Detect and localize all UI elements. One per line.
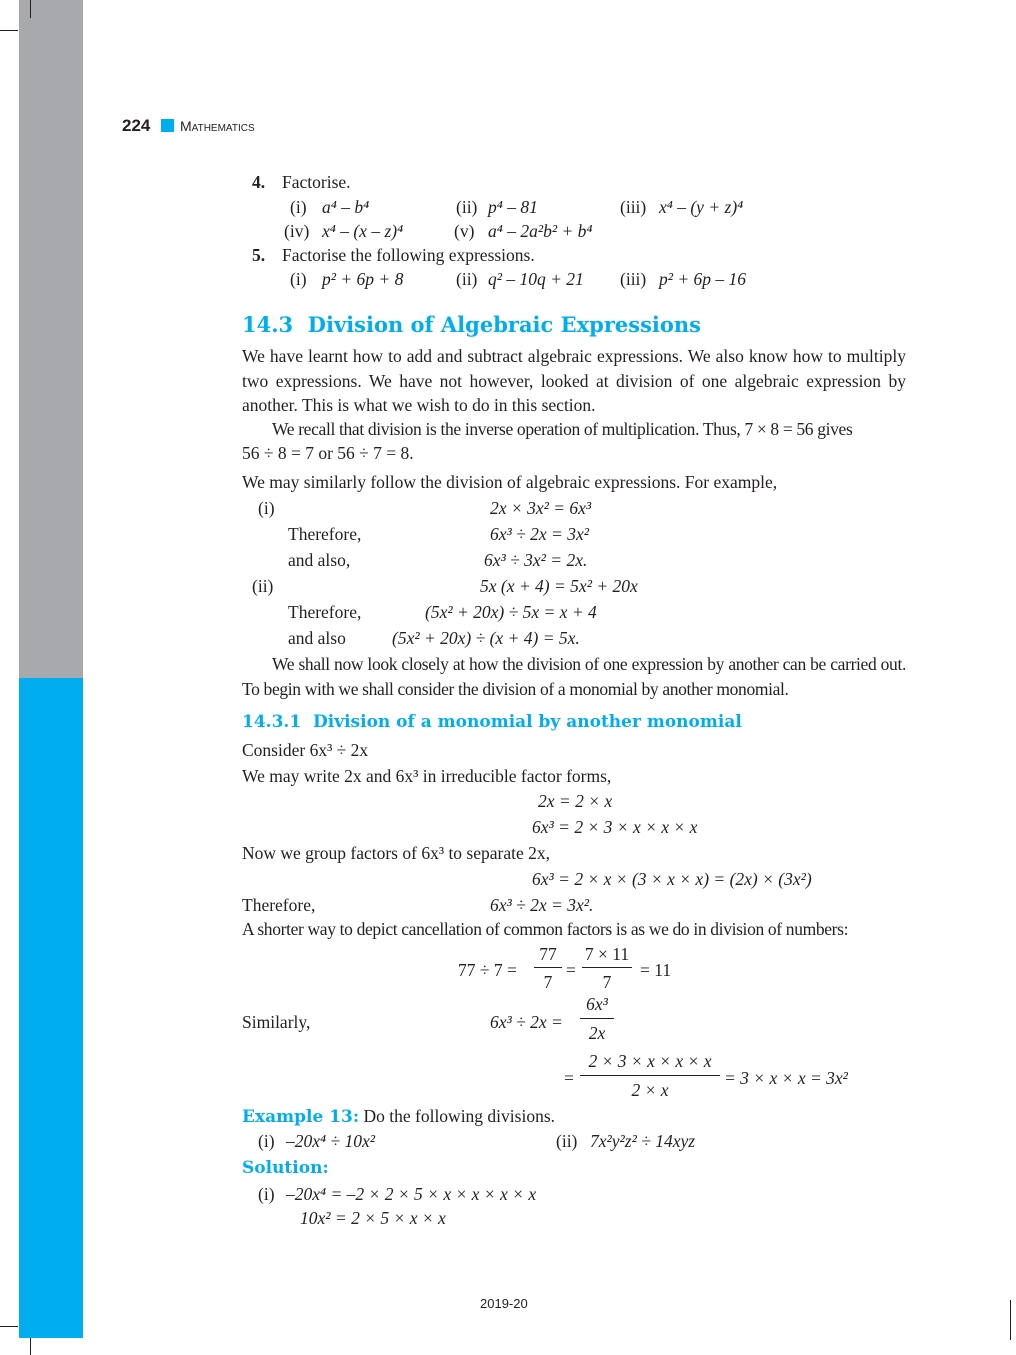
fraction-denominator: 7 [602,972,612,992]
fraction-bar [582,967,632,968]
crop-mark [0,1326,18,1327]
equation: (5x² + 20x) ÷ 5x = x + 4 [425,602,597,622]
paragraph-line: 56 ÷ 8 = 7 or 56 ÷ 7 = 8. [242,443,414,463]
item-expression: 7x²y²z² ÷ 14xyz [590,1131,696,1151]
example-text: Do the following divisions. [363,1106,556,1126]
item-label: (v) [454,221,475,241]
item-label: (i) [258,1184,275,1204]
item-label: (ii) [456,269,478,289]
crop-mark [30,0,31,18]
text-line: We may write 2x and 6x³ in irreducible factor forms, [242,766,612,786]
paragraph-line: We recall that division is the inverse operation of multiplication. Thus, 7 × 8 = 56 gives [272,419,853,439]
solution-heading: Solution: [242,1158,329,1178]
equation: 6x³ = 2 × 3 × x × x × x [532,817,698,837]
item-expression: x⁴ – (y + z)⁴ [659,197,744,217]
text-line: Now we group factors of 6x³ to separate 2x, [242,843,551,863]
item-label: (i) [258,1131,275,1151]
example-13 [242,1106,555,1127]
text-line: A shorter way to depict cancellation of common factors is as we do in division of numbers: [242,919,849,939]
label-therefore: Therefore, [242,895,316,915]
item-label: (iii) [620,197,647,217]
label-and-also: and also, [288,550,351,570]
header-square-icon [161,119,174,132]
margin-bar-blue [19,678,83,1338]
question-number: 4. [252,172,266,192]
fraction-result: = 11 [640,960,672,980]
paragraph: We shall now look closely at how the division of one expression by another can be carried out. To begin with we shall consider the division of a monomial by another monomial. [242,654,906,699]
subsection-title: Division of a monomial by another monomial [313,712,742,732]
fraction-denominator: 2 × x [631,1080,669,1100]
fraction-numerator: 7 × 11 [584,944,630,964]
label-therefore: Therefore, [288,602,362,622]
item-expression: p² + 6p – 16 [659,269,747,289]
equation: 6x³ ÷ 2x = 3x² [490,524,589,544]
page-number: 224 [122,116,151,135]
equation: 6x³ ÷ 2x = 3x². [490,895,594,915]
question-text: Factorise. [282,172,351,192]
item-label: (i) [290,269,307,289]
margin-bar-gray [19,0,83,678]
fraction-lhs: 77 ÷ 7 = [458,960,517,980]
equation: 5x (x + 4) = 5x² + 20x [480,576,638,596]
section-title: Division of Algebraic Expressions [307,312,701,337]
item-expression: x⁴ – (x – z)⁴ [322,221,404,241]
footer-year: 2019-20 [480,1296,528,1311]
fraction-denominator: 2x [588,1023,606,1043]
example-label: (ii) [252,576,274,596]
item-label: (ii) [556,1131,578,1151]
item-expression: a⁴ – b⁴ [322,197,370,217]
item-expression: a⁴ – 2a²b² + b⁴ [488,221,593,241]
item-expression: p⁴ – 81 [488,197,538,217]
equation: (5x² + 20x) ÷ (x + 4) = 5x. [392,628,580,648]
fraction-numerator: 2 × 3 × x × x × x [588,1051,712,1071]
label-similarly: Similarly, [242,1012,311,1032]
question-number: 5. [252,245,266,265]
equation: 2x × 3x² = 6x³ [490,498,592,518]
crop-mark [1010,1300,1011,1340]
crop-mark [0,30,18,31]
fraction-numerator: 77 [539,944,557,964]
equation: 6x³ = 2 × x × (3 × x × x) = (2x) × (3x²) [532,869,812,889]
item-label: (i) [290,197,307,217]
label-and-also: and also [288,628,346,648]
section-heading [242,312,701,337]
equals-sign: = [566,960,576,980]
fraction-bar [534,967,562,968]
item-expression: p² + 6p + 8 [322,269,404,289]
example-label: Example 13: [242,1107,360,1127]
text-line: Consider 6x³ ÷ 2x [242,740,369,760]
subsection-heading [242,712,742,732]
crop-mark [30,1338,31,1355]
item-label: (iv) [284,221,310,241]
running-header: Mathematics [180,118,255,134]
item-expression: q² – 10q + 21 [488,269,584,289]
question-text: Factorise the following expressions. [282,245,535,265]
equation: 6x³ ÷ 3x² = 2x. [484,550,588,570]
equation: 2x = 2 × x [538,791,613,811]
example-label: (i) [258,498,275,518]
label-therefore: Therefore, [288,524,362,544]
equals-sign: = [564,1068,574,1088]
fraction-result: = 3 × x × x = 3x² [724,1068,848,1088]
paragraph: We have learnt how to add and subtract algebraic expressions. We also know how to multiply two expressions. We have not however, looked at division of one algebraic expression by another. This is what we wish to do in this section. [242,346,906,415]
subsection-number: 14.3.1 [242,712,302,732]
item-expression: –20x⁴ ÷ 10x² [286,1131,375,1151]
equation: –20x⁴ = –2 × 2 × 5 × x × x × x × x [286,1184,537,1204]
item-label: (ii) [456,197,478,217]
fraction-denominator: 7 [543,972,553,992]
item-label: (iii) [620,269,647,289]
fraction-numerator: 6x³ [586,994,608,1014]
fraction-bar [580,1018,614,1019]
section-number: 14.3 [242,312,294,337]
fraction-lhs: 6x³ ÷ 2x = [490,1012,563,1032]
paragraph-line: We may similarly follow the division of algebraic expressions. For example, [242,472,778,492]
equation: 10x² = 2 × 5 × x × x [300,1208,446,1228]
fraction-bar [580,1075,720,1076]
